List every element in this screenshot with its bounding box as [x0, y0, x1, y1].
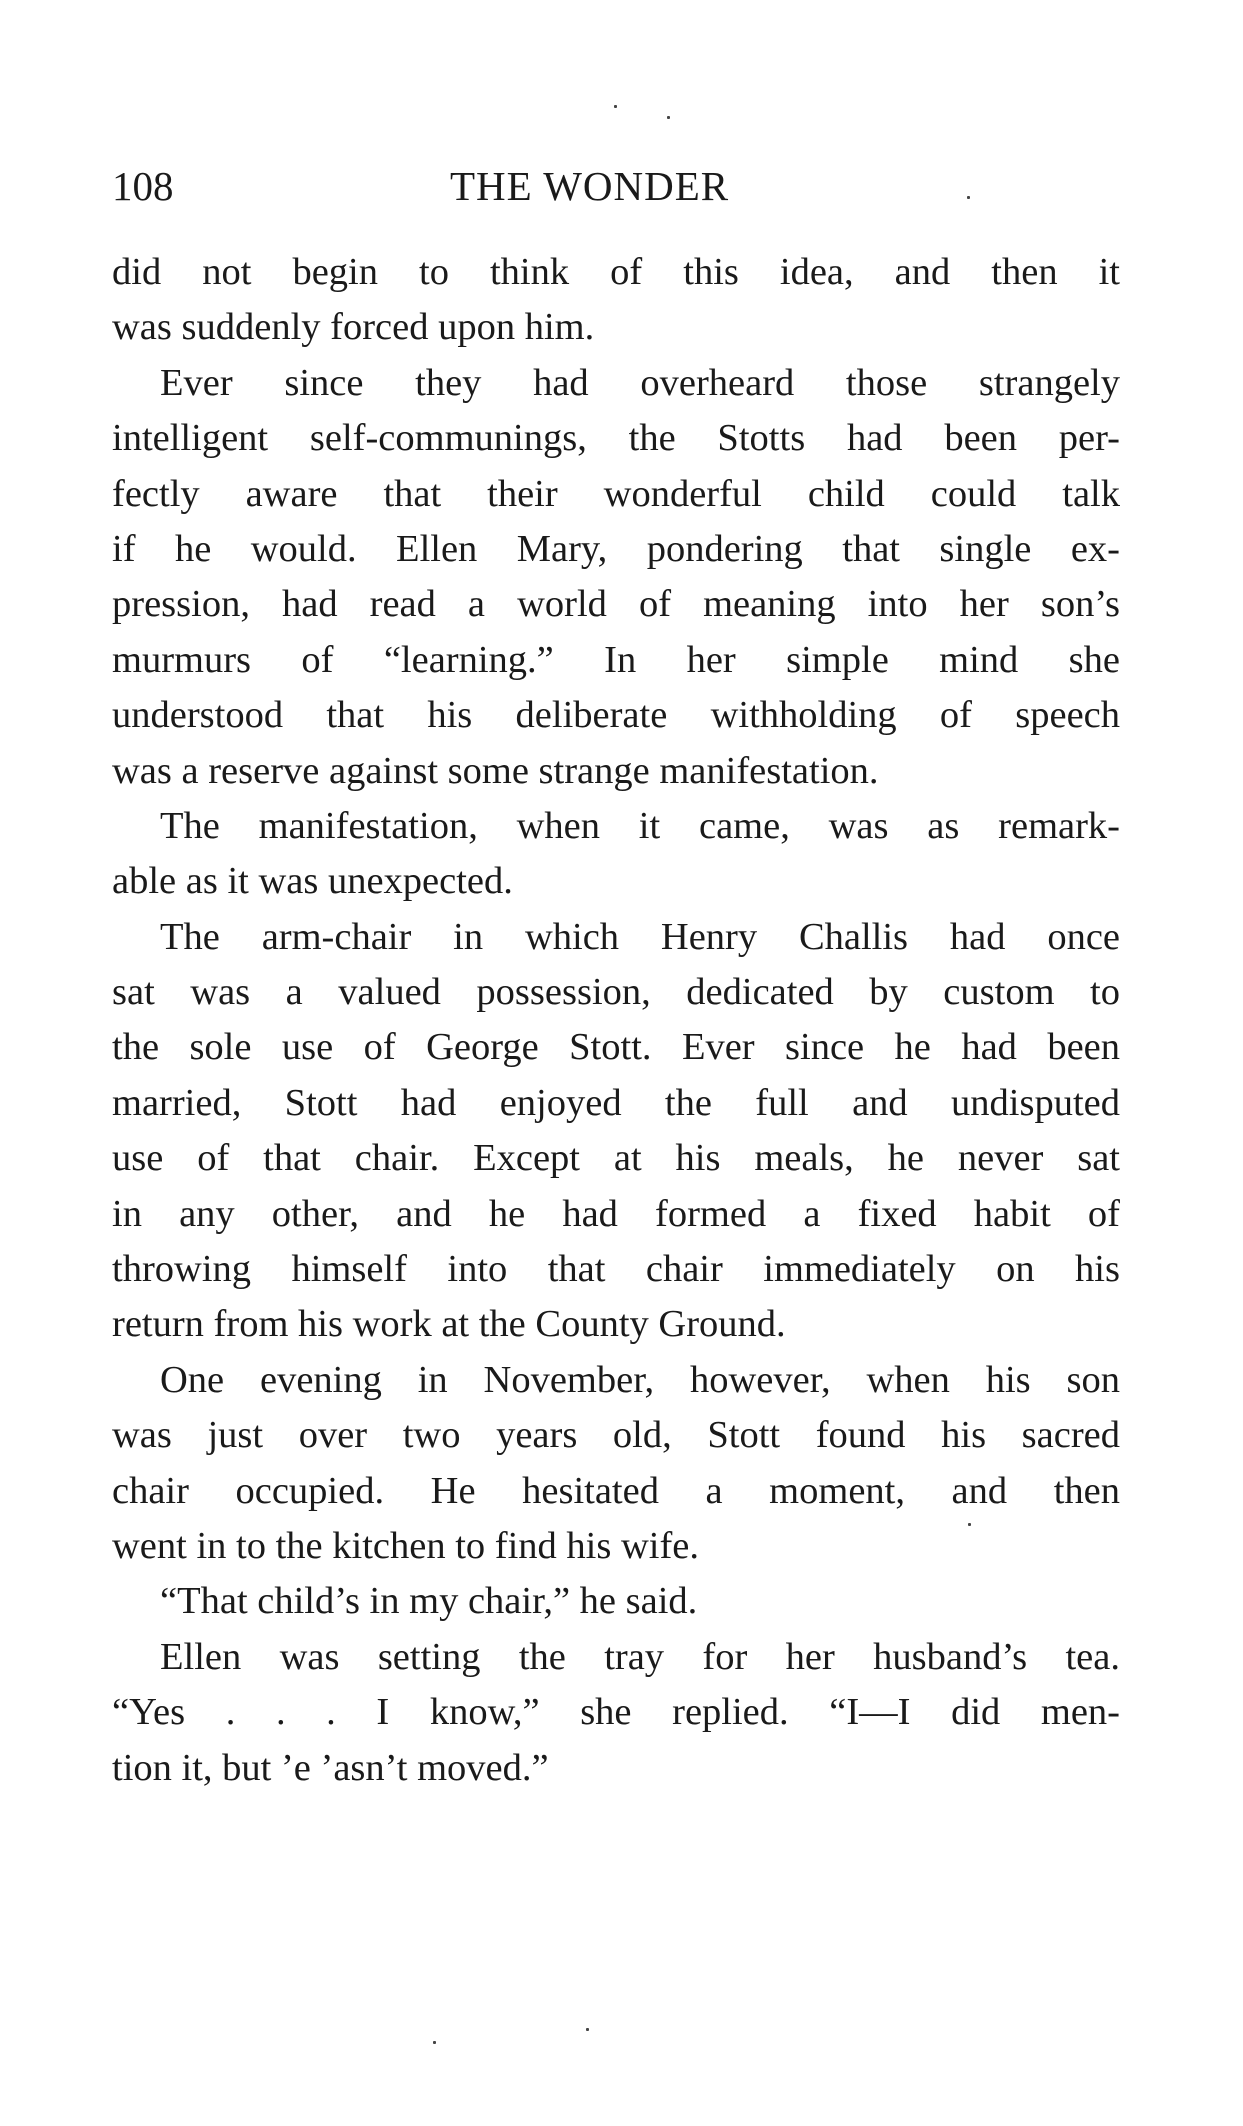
text-line: fectly aware that their wonderful child could talk [112, 472, 1120, 515]
running-title: THE WONDER [450, 163, 730, 209]
text-line: throwing himself into that chair immediately on his [112, 1248, 1120, 1291]
text-line: use of that chair. Except at his meals, he never sat [112, 1137, 1120, 1180]
text-line: The manifestation, when it came, was as remark- [160, 804, 1120, 847]
text-line: was just over two years old, Stott found his sacred [112, 1414, 1120, 1457]
text-line: went in to the kitchen to find his wife. [112, 1524, 700, 1567]
text-line: did not begin to think of this idea, and then it [112, 251, 1120, 293]
text-line: married, Stott had enjoyed the full and undisputed [112, 1081, 1120, 1124]
scan-speck [586, 2028, 589, 2031]
text-line: Ellen was setting the tray for her husband’s tea. [160, 1635, 1120, 1678]
text-line: chair occupied. He hesitated a moment, and then [112, 1469, 1120, 1512]
scan-speck [433, 2041, 436, 2044]
text-line: in any other, and he had formed a fixed habit of [112, 1192, 1120, 1235]
scan-speck [667, 116, 670, 119]
text-line: return from his work at the County Ground. [112, 1303, 786, 1346]
text-line: was a reserve against some strange manifestation. [112, 749, 879, 792]
text-line: intelligent self-communings, the Stotts had been per- [112, 417, 1120, 460]
text-line: One evening in November, however, when his son [160, 1358, 1120, 1401]
scan-speck [968, 1523, 971, 1526]
text-line: the sole use of George Stott. Ever since he had been [112, 1026, 1120, 1069]
scan-speck [967, 196, 970, 199]
scan-speck [614, 105, 617, 108]
text-line: able as it was unexpected. [112, 860, 513, 903]
body-text [112, 245, 1120, 1796]
text-line: The arm-chair in which Henry Challis had once [160, 915, 1120, 958]
page-header [112, 158, 1120, 214]
text-line: Ever since they had overheard those strangely [160, 361, 1120, 404]
text-line: “Yes . . . I know,” she replied. “I—I did men- [112, 1691, 1120, 1734]
text-line: “That child’s in my chair,” he said. [160, 1580, 698, 1623]
text-line: understood that his deliberate withholding of speech [112, 694, 1120, 737]
text-line: if he would. Ellen Mary, pondering that single ex- [112, 527, 1120, 570]
text-line: pression, had read a world of meaning into her son’s [112, 583, 1120, 626]
page-number: 108 [112, 163, 174, 209]
text-line: sat was a valued possession, dedicated by custom to [112, 971, 1120, 1014]
text-line: was suddenly forced upon him. [112, 306, 595, 349]
text-line: tion it, but ’e ’asn’t moved.” [112, 1746, 549, 1789]
text-line: murmurs of “learning.” In her simple mind she [112, 638, 1120, 681]
